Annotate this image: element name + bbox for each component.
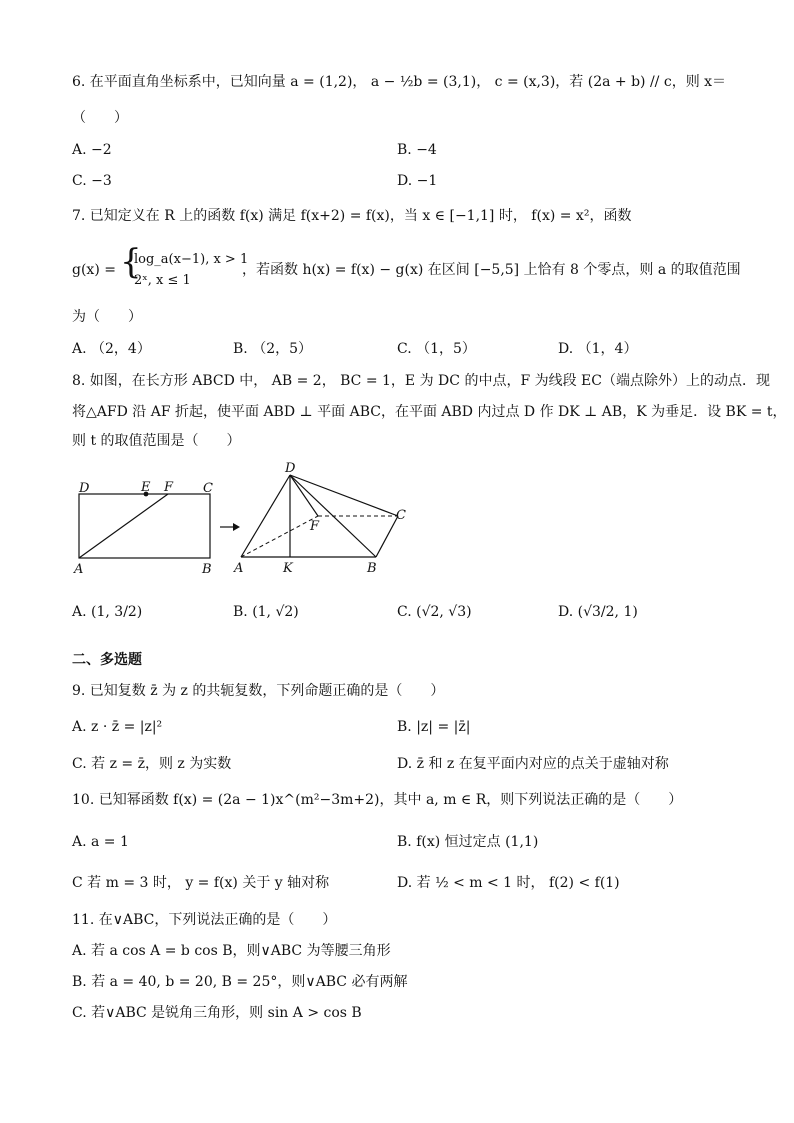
rectangle-figure [73, 480, 213, 577]
q11-option-c[interactable]: C. 若∨ABC 是锐角三角形，则 sin A > cos B [72, 1005, 362, 1021]
label-d: D [79, 481, 90, 496]
q10-option-a[interactable]: A. a = 1 [72, 834, 129, 850]
q7-stem-continued: ，若函数 h(x) = f(x) − g(x) 在区间 [−5,5] 上恰有 8 个零点，则 a 的取值范围 [242, 262, 741, 278]
label-e: E [141, 480, 151, 495]
folded-figure [233, 461, 406, 576]
q7-stem: 7. 已知定义在 R 上的函数 f(x) 满足 f(x+2) = f(x)，当 x ∈ [−1,1] 时， f(x) = x²，函数 [72, 208, 632, 224]
q7-case-2: 2ˣ, x ≤ 1 [134, 273, 191, 288]
q6-option-b[interactable]: B. −4 [397, 142, 437, 158]
q7-option-a[interactable]: A. （2，4） [72, 341, 151, 357]
label-c: C [203, 481, 213, 496]
edge-df [290, 475, 318, 516]
label-a: A [74, 562, 84, 577]
q8-option-c[interactable]: C. (√2, √3) [397, 604, 472, 620]
q6-stem: 6. 在平面直角坐标系中，已知向量 a = (1,2)， a − ½b = (3,1)， c = (x,3)，若 (2a + b) // c，则 x＝ [72, 74, 727, 90]
q11-option-b[interactable]: B. 若 a = 40, b = 20, B = 25°，则∨ABC 必有两解 [72, 974, 408, 990]
q7-case-1: log_a(x−1), x > 1 [134, 252, 249, 267]
q7-piecewise-brace: { [120, 242, 142, 282]
edge-dc [290, 475, 398, 516]
label-k: K [283, 561, 293, 576]
edge-af-hidden [241, 516, 318, 557]
label-d: D [285, 461, 296, 476]
q8-option-b[interactable]: B. (1, √2) [233, 604, 299, 620]
label-b: B [202, 562, 212, 577]
q9-option-a[interactable]: A. z · z̄ = |z|² [72, 719, 163, 735]
q8-stem-line1: 8. 如图，在长方形 ABCD 中， AB = 2， BC = 1，E 为 DC 的中点，F 为线段 EC（端点除外）上的动点．现 [72, 373, 770, 389]
q9-option-b[interactable]: B. |z| = |z̄| [397, 719, 471, 735]
fold-arrow [220, 523, 240, 531]
q7-option-c[interactable]: C. （1，5） [397, 341, 476, 357]
q11-option-a[interactable]: A. 若 a cos A = b cos B，则∨ABC 为等腰三角形 [72, 943, 391, 959]
label-a: A [234, 561, 244, 576]
q7-option-d[interactable]: D. （1，4） [558, 341, 638, 357]
q10-option-b[interactable]: B. f(x) 恒过定点 (1,1) [397, 834, 539, 850]
q9-option-c[interactable]: C. 若 z = z̄，则 z 为实数 [72, 756, 232, 772]
q6-option-d[interactable]: D. −1 [397, 173, 438, 189]
q9-stem: 9. 已知复数 z̄ 为 z 的共轭复数，下列命题正确的是（ ） [72, 683, 445, 699]
label-f: F [310, 519, 320, 534]
edge-da [241, 475, 290, 557]
q10-option-c[interactable]: C 若 m = 3 时， y = f(x) 关于 y 轴对称 [72, 875, 330, 891]
label-f: F [164, 480, 174, 495]
section-title: 二、多选题 [72, 652, 142, 668]
label-c: C [396, 508, 406, 523]
q8-stem-line2: 将△AFD 沿 AF 折起，使平面 ABD ⊥ 平面 ABC，在平面 ABD 内过点 D 作 DK ⊥ AB，K 为垂足．设 BK = t， [72, 404, 787, 420]
rectangle-abcd [79, 494, 210, 558]
q8-option-d[interactable]: D. (√3/2, 1) [558, 604, 638, 620]
q7-option-b[interactable]: B. （2，5） [233, 341, 313, 357]
q7-g-prefix: g(x) = [72, 262, 116, 278]
q10-option-d[interactable]: D. 若 ½ < m < 1 时， f(2) < f(1) [397, 875, 620, 891]
segment-af [79, 494, 168, 558]
label-b: B [367, 561, 377, 576]
edge-bc [376, 516, 398, 557]
q7-stem-end: 为（ ） [72, 309, 142, 325]
q8-option-a[interactable]: A. (1, 3/2) [72, 604, 143, 620]
q11-stem: 11. 在∨ABC，下列说法正确的是（ ） [72, 912, 337, 928]
q6-option-c[interactable]: C. −3 [72, 173, 112, 189]
q9-option-d[interactable]: D. z̄ 和 z 在复平面内对应的点关于虚轴对称 [397, 756, 669, 772]
q10-stem: 10. 已知幂函数 f(x) = (2a − 1)x^(m²−3m+2)，其中 a, m ∈ R，则下列说法正确的是（ ） [72, 792, 683, 808]
q8-stem-line3: 则 t 的取值范围是（ ） [72, 433, 241, 449]
q6-answer-blank: （ ） [72, 110, 128, 126]
q6-option-a[interactable]: A. −2 [72, 142, 112, 158]
